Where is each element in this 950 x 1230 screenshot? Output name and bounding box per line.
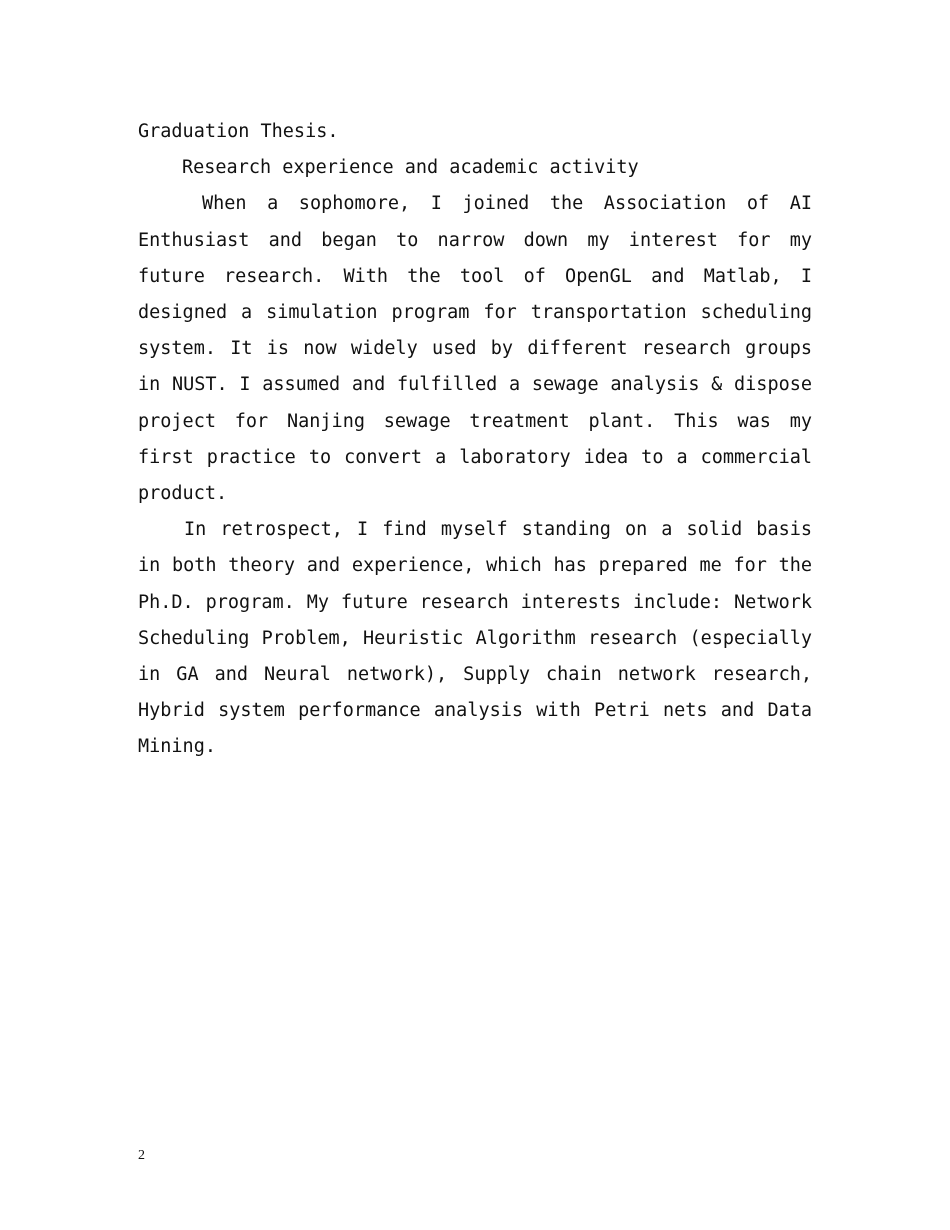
section-heading-research-experience: Research experience and academic activity [182, 157, 639, 179]
page-number: 2 [138, 1148, 145, 1163]
paragraph-thesis-continuation: Graduation Thesis. [138, 121, 339, 142]
document-body [138, 114, 812, 766]
paragraph-retrospect: In retrospect, I find myself standing on a solid basis in both theory and experience, which has prepared me for the Ph.D. program. My future research interests include: Network Scheduling Problem, Heuristic Algorithm research (especially in GA and Neural network), Supply chain network research, Hybrid system performance analysis with Petri nets and Data Mining. [138, 519, 812, 758]
paragraph-research-experience: When a sophomore, I joined the Association of AI Enthusiast and began to narrow down my interest for my future research. With the tool of OpenGL and Matlab, I designed a simulation program for transportation scheduling system. It is now widely used by different research groups in NUST. I assumed and fulfilled a sewage analysis & dispose project for Nanjing sewage treatment plant. This was my first practice to convert a laboratory idea to a commercial product. [138, 193, 812, 505]
